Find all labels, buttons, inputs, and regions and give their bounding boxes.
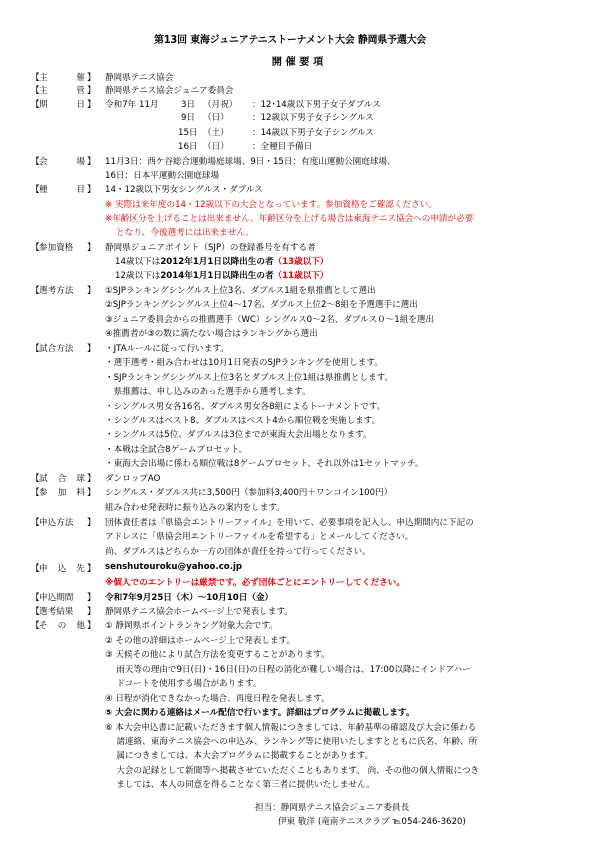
format-item: ・SJPランキングシングルス上位3名とダブルス上位1組は県推薦とします。 [105, 373, 394, 383]
fee-row-2 [0, 501, 595, 514]
others-row-8 [0, 721, 595, 734]
eligibility-age-note: （13歳以下） [273, 257, 329, 267]
contact-details: 伊東 敬洋 (竜南テニスクラブ ℡054-246-3620) [278, 817, 466, 827]
period-dow: （土） [203, 128, 229, 138]
venue-line: 16日：日本平運動公園庭球場 [105, 171, 220, 181]
events-note-text: ※ 実際は来年度の14・12歳以下の大会となっています。参加資格をご確認ください。 [105, 200, 437, 210]
period-row-2 [0, 111, 595, 124]
events-note [0, 226, 595, 239]
selection-row-2 [0, 298, 595, 311]
others-row-2 [0, 634, 595, 647]
ball-row [0, 472, 595, 485]
venue-row [0, 155, 595, 168]
others-item: ② その他の詳細はホームページ上で発表します。 [105, 636, 296, 646]
others-item: ましては、本人の同意を得ることなく第三者に提供いたしません。 [105, 780, 375, 790]
period-day: 3日 [180, 100, 195, 110]
destination-note-row [0, 576, 595, 589]
eligibility-age-text [115, 269, 328, 281]
others-row-5 [0, 677, 595, 690]
fee-note: 組み合わせ発表時に振り込みの案内をします。 [105, 503, 285, 513]
eligibility-birth: 2014年1月1日以降出生の者 [160, 271, 274, 281]
others-item: 大会の記録として新聞等へ掲載させていただくこともあります。 尚、その他の個人情報につき [105, 766, 480, 776]
selection-row-3 [0, 313, 595, 326]
application-row-3 [0, 545, 595, 558]
eligibility-label: 【 参加資格 】 [31, 243, 96, 253]
destination-note: ※個人でのエントリーは厳禁です。必ず団体ごとにエントリーしてください。 [105, 578, 405, 588]
eligibility-age-row [0, 255, 595, 268]
venue-row-2 [0, 169, 595, 182]
events-value: 14・12歳以下男女シングルス・ダブルス [105, 185, 263, 195]
ball-value: ダンロップAO [105, 474, 161, 484]
eligibility-age-note: （11歳以下） [273, 271, 329, 281]
fee-row [0, 486, 595, 499]
eligibility-prefix: 14歳以下は [115, 257, 161, 267]
application-label: 【 申込方法 】 [31, 518, 96, 528]
others-item: 属につきましては、本大会プログラムに掲載することがあります。 [105, 751, 374, 761]
application-row-2 [0, 530, 595, 543]
period-event: ：全種目予備日 [252, 142, 313, 152]
others-item: ① 静岡県ポイントランキング対象大会です。 [105, 621, 278, 631]
deadline-label: 【 申込期間 】 [31, 593, 96, 603]
others-row-6 [0, 692, 595, 705]
eligibility-value: 静岡県ジュニアポイント（SJP）の登録番号を有する者 [105, 243, 316, 253]
manager-label: 【 主 管 】 [31, 86, 96, 96]
format-item: ・シングルス男女各16名、ダブルス男女各8組によるトーナメントです。 [105, 402, 386, 412]
eligibility-prefix: 12歳以下は [115, 271, 161, 281]
contact-person: 担当：静岡県テニス協会ジュニア委員長 [255, 803, 410, 813]
format-item: ・本戦は全試合8ゲームプロセット。 [105, 445, 248, 455]
period-day: 9日 [180, 113, 195, 123]
others-row-4 [0, 663, 595, 676]
others-item: 雨天等の理由で9日(日)・16日(日)の日程の消化が難しい場合は、17:00以降にインドアハー [105, 665, 471, 675]
others-row-10 [0, 749, 595, 762]
period-row [0, 98, 595, 111]
others-row-12 [0, 778, 595, 791]
selection-label: 【 選考方法 】 [31, 286, 96, 296]
selection-item: ②SJPランキングシングルス上位4～17名、ダブルス上位2～8組を予選選手に選出 [105, 300, 418, 310]
eligibility-row [0, 241, 595, 254]
others-label: 【 そ の 他 】 [31, 621, 96, 631]
selection-item: ①SJPランキングシングルス上位3名、ダブルス1組を県推薦として選出 [105, 286, 376, 296]
selection-item: ④推薦者が③の数に満たない場合はランキングから選出 [105, 329, 318, 339]
eligibility-age-row [0, 269, 595, 282]
period-dow: （日） [203, 113, 229, 123]
organizer-row [0, 71, 595, 84]
deadline-value: 令和7年9月25日（木）～10月10日（金） [105, 593, 274, 603]
venue-line: 11月3日：西ケ谷総合運動場庭球場、9日・15日：有度山運動公園庭球場、 [105, 157, 396, 167]
others-row-3 [0, 648, 595, 661]
application-line: アドレスに「県協会用エントリーファイルを希望する」とメールしてください。 [105, 532, 414, 542]
period-day: 15日 [178, 128, 198, 138]
others-item-bold: ⑤ 大会に関わる連絡はメール配信で行います。詳細はプログラムに掲載します。 [105, 708, 415, 718]
format-item: ・シングルスはベスト8、ダブルスはベスト4から順位戦を実施します。 [105, 416, 381, 426]
format-item: 県推薦は、申し込みのあった選手から選考します。 [105, 387, 311, 397]
events-row [0, 183, 595, 196]
application-line: 尚、ダブルスはどちらか一方の団体が責任を持って行ってください。 [105, 547, 371, 557]
events-note-text: ※年齢区分を上げることは出来ません。年齢区分を上げる場合は東海テニス協会への申請が必要 [105, 214, 474, 224]
format-row-3 [0, 371, 595, 384]
others-row-9 [0, 735, 595, 748]
fee-label: 【 参 加 料 】 [31, 488, 96, 498]
fee-value: シングルス・ダブルス共に3,500円（参加料3,400円＋ワンコイン100円） [105, 488, 393, 498]
others-row [0, 619, 595, 632]
period-row-4 [0, 140, 595, 153]
period-event: ：12歳以下男子女子シングルス [252, 113, 374, 123]
destination-row [0, 562, 595, 575]
results-value: 静岡県テニス協会ホームページ上で発表します。 [105, 607, 293, 617]
ball-label: 【 試 合 球 】 [31, 474, 96, 484]
others-item: ⑥ 本大会申込書に記載いただきます個人情報につきましては、年齢基準の確認及び大会に係わる [105, 723, 477, 733]
format-item: ・シングルスは5位、ダブルスは3位までが東海大会出場となります。 [105, 430, 372, 440]
organizer-label: 【 主 催 】 [31, 73, 96, 83]
others-row-11 [0, 764, 595, 777]
organizer-value: 静岡県テニス協会 [105, 73, 174, 83]
eligibility-age-text [115, 255, 328, 267]
period-label: 【 期 日 】 [31, 100, 96, 110]
period-dow: （月祝） [203, 100, 238, 110]
application-line: 団体責任者は『県協会エントリーファイル』を用いて、必要事項を記入し、申込期間内に下記の [105, 518, 474, 528]
others-item: ③ 天候その他により試合方法を変更することがあります。 [105, 650, 330, 660]
format-row-9 [0, 457, 595, 470]
deadline-row [0, 591, 595, 604]
period-dow: （日） [203, 142, 229, 152]
period-day: 16日 [178, 142, 198, 152]
period-row-3 [0, 126, 595, 139]
selection-item: ③ジュニア委員会からの推薦選手（WC）シングルス0～2名、ダブルス０～1組を選出 [105, 315, 435, 325]
format-row-6 [0, 414, 595, 427]
format-row-5 [0, 400, 595, 413]
format-row-7 [0, 428, 595, 441]
format-row-4 [0, 385, 595, 398]
period-year-month: 令和7年 11月 [105, 100, 159, 110]
format-row-2 [0, 356, 595, 369]
others-row-7 [0, 706, 595, 719]
results-row [0, 605, 595, 618]
page-subtitle: 開 催 要 項 [271, 57, 324, 68]
destination-email[interactable]: senshutouroku@yahoo.co.jp [105, 562, 243, 572]
format-row-8 [0, 443, 595, 456]
period-event: ：12･14歳以下男子女子ダブルス [252, 100, 381, 110]
selection-row-4 [0, 327, 595, 340]
events-label: 【 種 目 】 [31, 185, 96, 195]
format-row [0, 342, 595, 355]
others-item: ④ 日程が消化できなかった場合、再度日程を発表します。 [105, 694, 330, 704]
format-label: 【 試合方法 】 [31, 344, 96, 354]
destination-label: 【 申 込 先 】 [31, 564, 96, 574]
application-row [0, 516, 595, 529]
venue-label: 【 会 場 】 [31, 157, 96, 167]
format-item: ・選手選考・組み合わせは10月1日発表のSJPランキングを使用します。 [105, 358, 383, 368]
format-item: ・東海大会出場に係わる順位戦は8ゲームプロセット、それ以外は1セットマッチ。 [105, 459, 424, 469]
events-note-text: となり、今後選考には出来ません。 [116, 228, 255, 238]
others-item: ドコートを使用する場合があります。 [105, 679, 262, 689]
period-event: ：14歳以下男子女子シングルス [252, 128, 374, 138]
manager-row [0, 84, 595, 97]
page-title: 第13回 東海ジュニアテニストーナメント大会 静岡県予選大会 [153, 35, 427, 46]
others-item: 諸連絡、東海テニス協会への申込み、ランキング等に使用いたしますとともに氏名、年齢、所 [105, 737, 478, 747]
events-note [0, 198, 595, 211]
selection-row [0, 284, 595, 297]
format-item: ・JTAルールに従って行います。 [105, 344, 229, 354]
events-note [0, 212, 595, 225]
manager-value: 静岡県テニス協会ジュニア委員会 [105, 86, 234, 96]
eligibility-birth: 2012年1月1日以降出生の者 [160, 257, 274, 267]
results-label: 【 選考結果 】 [31, 607, 96, 617]
